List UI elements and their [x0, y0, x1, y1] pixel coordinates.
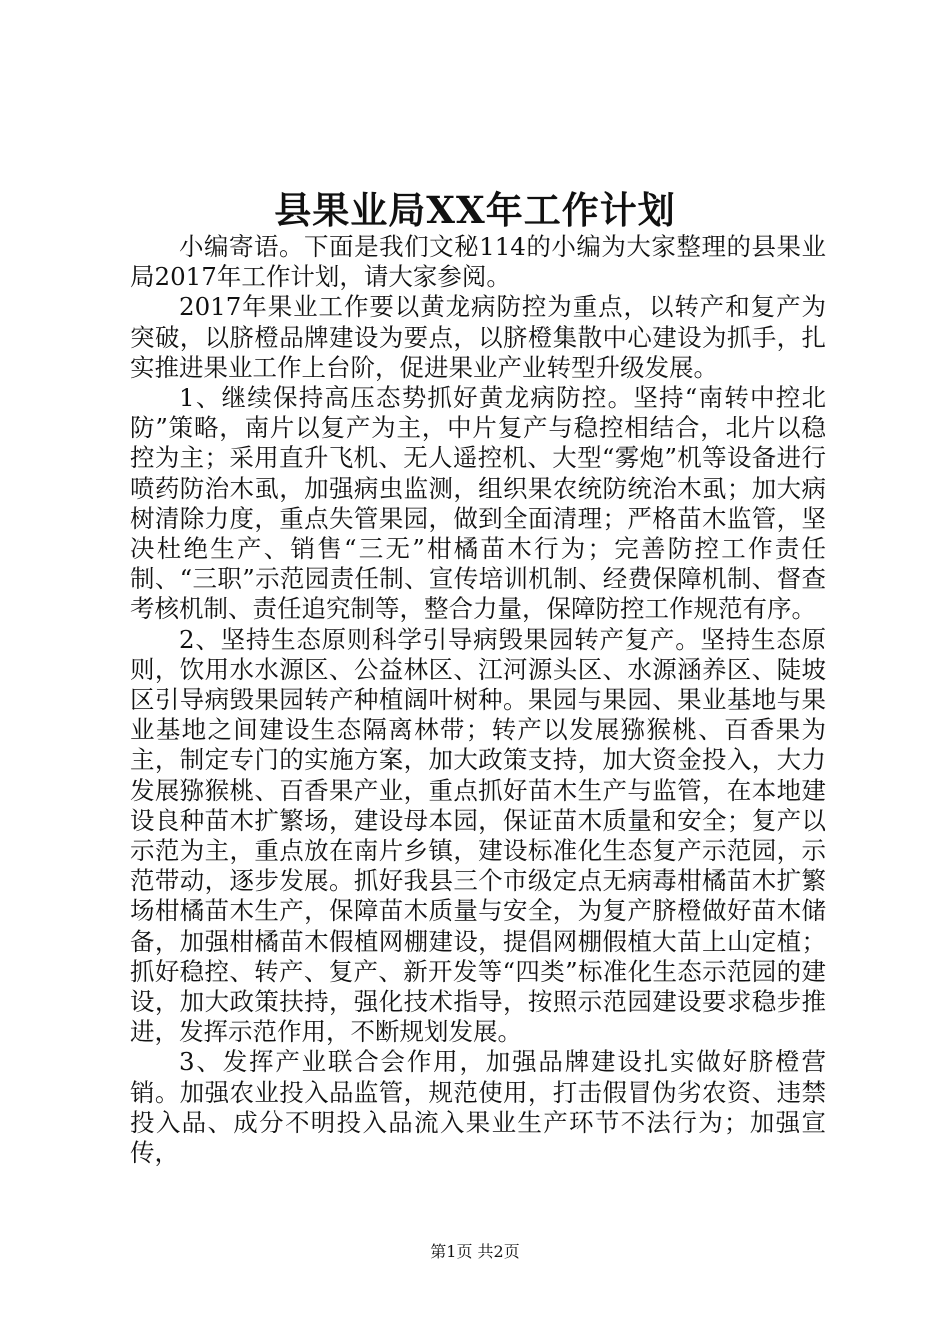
- document-body: [130, 232, 826, 1168]
- paragraph-intro: 小编寄语。下面是我们文秘114的小编为大家整理的县果业局2017年工作计划，请大家参阅。: [130, 232, 826, 292]
- paragraph-item-2: 2、坚持生态原则科学引导病毁果园转产复产。坚持生态原则，饮用水水源区、公益林区、江河源头区、水源涵养区、陡坡区引导病毁果园转产种植阔叶树种。果园与果园、果业基地与果业基地之间建设生态隔离林带；转产以发展猕猴桃、百香果为主，制定专门的实施方案，加大政策支持，加大资金投入，大力发展猕猴桃、百香果产业，重点抓好苗木生产与监管，在本地建设良种苗木扩繁场，建设母本园，保证苗木质量和安全；复产以示范为主，重点放在南片乡镇，建设标准化生态复产示范园，示范带动，逐步发展。抓好我县三个市级定点无病毒柑橘苗木扩繁场柑橘苗木生产，保障苗木质量与安全，为复产脐橙做好苗木储备，加强柑橘苗木假植网棚建设，提倡网棚假植大苗上山定植；抓好稳控、转产、复产、新开发等“四类”标准化生态示范园的建设，加大政策扶持，强化技术指导，按照示范园建设要求稳步推进，发挥示范作用，不断规划发展。: [130, 624, 826, 1047]
- paragraph-item-1: 1、继续保持高压态势抓好黄龙病防控。坚持“南转中控北防”策略，南片以复产为主，中片复产与稳控相结合，北片以稳控为主；采用直升飞机、无人遥控机、大型“雾炮”机等设备进行喷药防治木虱，加强病虫监测，组织果农统防统治木虱；加大病树清除力度，重点失管果园，做到全面清理；严格苗木监管，坚决杜绝生产、销售“三无”柑橘苗木行为；完善防控工作责任制、“三职”示范园责任制、宣传培训机制、经费保障机制、督查考核机制、责任追究制等，整合力量，保障防控工作规范有序。: [130, 383, 826, 624]
- document-title: 县果业局XX年工作计划: [274, 188, 676, 232]
- paragraph-overview: 2017年果业工作要以黄龙病防控为重点，以转产和复产为突破，以脐橙品牌建设为要点，以脐橙集散中心建设为抓手，扎实推进果业工作上台阶，促进果业产业转型升级发展。: [130, 292, 826, 382]
- page-footer: 第1页 共2页: [430, 1242, 520, 1261]
- paragraph-item-3: 3、发挥产业联合会作用，加强品牌建设扎实做好脐橙营销。加强农业投入品监管，规范使用，打击假冒伪劣农资、违禁投入品、成分不明投入品流入果业生产环节不法行为；加强宣传，: [130, 1047, 826, 1168]
